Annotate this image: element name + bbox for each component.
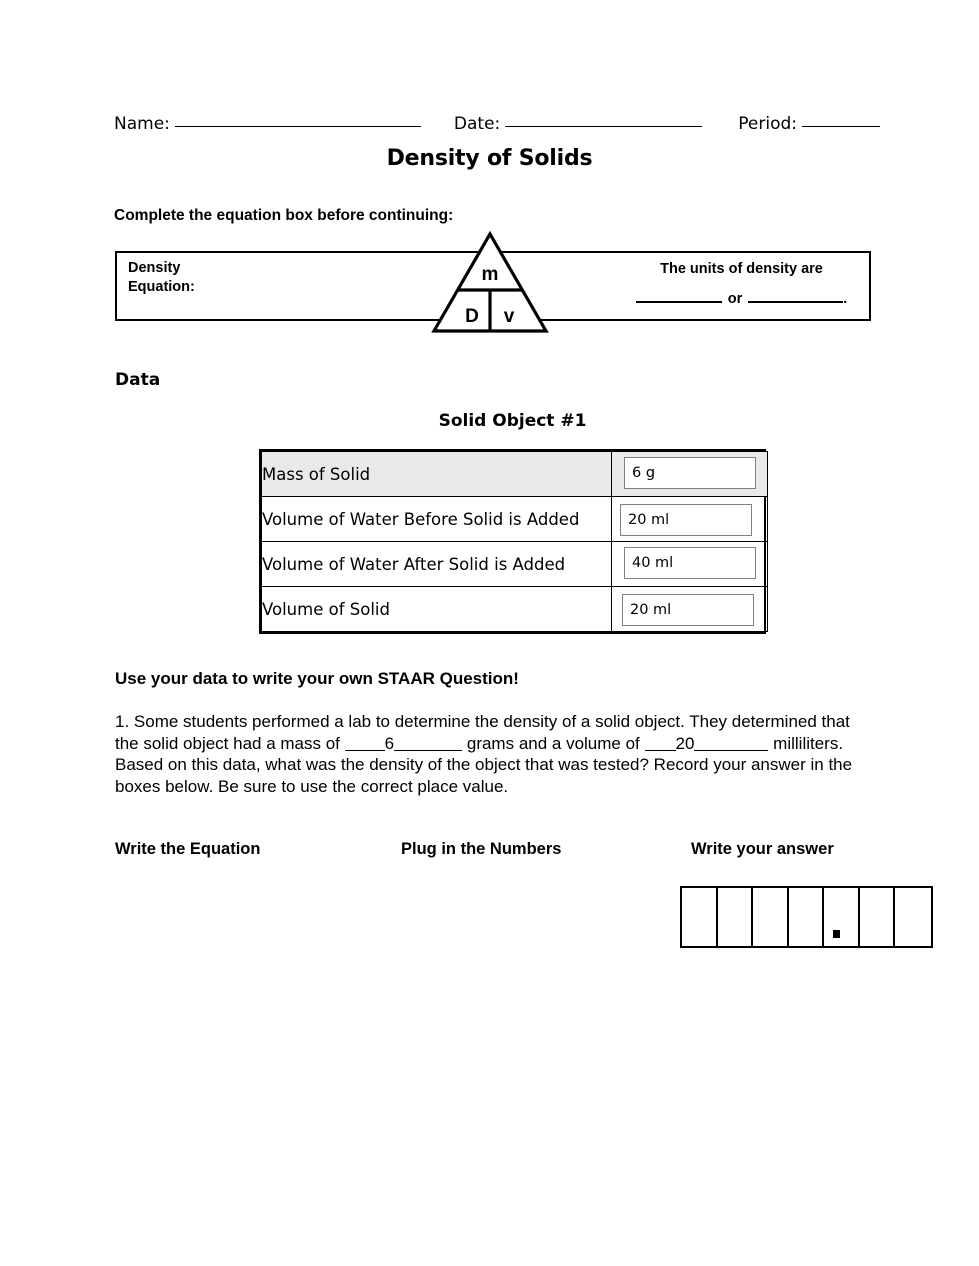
volume-water-before-input[interactable]: 20 ml <box>620 504 752 536</box>
density-equation-label-line1: Density <box>128 260 181 276</box>
column-heading-plug-in-numbers: Plug in the Numbers <box>401 840 562 858</box>
volume-of-solid-input[interactable]: 20 ml <box>622 594 754 626</box>
mass-of-solid-input[interactable]: 6 g <box>624 457 756 489</box>
triangle-symbol-v: v <box>503 306 515 327</box>
student-info-line <box>114 112 874 134</box>
units-or-label: or <box>727 291 743 307</box>
question-text-part1: Some students performed a lab to determine the density of a solid object. They determined that the solid object had a mass of <box>115 712 850 753</box>
column-heading-write-equation: Write the Equation <box>115 840 261 858</box>
density-equation-label <box>128 259 195 297</box>
answer-cell[interactable] <box>682 888 718 946</box>
answer-cell-decimal[interactable] <box>824 888 860 946</box>
row-value-cell <box>612 542 768 587</box>
table-row <box>262 542 768 587</box>
answer-cell[interactable] <box>789 888 825 946</box>
name-blank[interactable] <box>175 112 421 127</box>
answer-grid <box>680 886 933 948</box>
volume-blank-left[interactable] <box>645 735 676 751</box>
row-label: Mass of Solid <box>262 452 612 497</box>
answer-cell[interactable] <box>860 888 896 946</box>
triangle-symbol-d: D <box>465 306 479 327</box>
question-text-part3: milliliters. Based on this data, what was the density of the object that was tested? Record your answer in the boxes below. Be sure to use the correct place value. <box>115 733 853 796</box>
question-number: 1. <box>115 712 130 731</box>
density-triangle-diagram <box>428 230 552 336</box>
units-blank-2[interactable] <box>748 288 843 303</box>
decimal-point-marker <box>833 930 840 938</box>
triangle-symbol-m: m <box>481 264 499 285</box>
page-title: Density of Solids <box>386 146 593 171</box>
answer-cell[interactable] <box>753 888 789 946</box>
data-table-title: Solid Object #1 <box>438 411 587 431</box>
question-text-part2: grams and a volume of <box>466 733 640 753</box>
row-value-cell <box>612 497 768 542</box>
staar-section-heading: Use your data to write your own STAAR Question! <box>115 669 519 688</box>
date-label: Date: <box>453 114 501 134</box>
volume-blank-right[interactable] <box>694 735 768 751</box>
table-row <box>262 497 768 542</box>
row-label: Volume of Solid <box>262 587 612 632</box>
volume-water-after-input[interactable]: 40 ml <box>624 547 756 579</box>
answer-cell[interactable] <box>895 888 931 946</box>
name-label: Name: <box>114 114 170 134</box>
row-value-cell <box>612 587 768 632</box>
table-row <box>262 452 768 497</box>
units-blanks-row <box>600 288 883 307</box>
column-heading-write-answer: Write your answer <box>691 840 834 858</box>
row-label: Volume of Water After Solid is Added <box>262 542 612 587</box>
mass-blank-left[interactable] <box>345 735 385 751</box>
date-blank[interactable] <box>505 112 702 127</box>
volume-answer-value[interactable]: 20 <box>675 733 695 753</box>
data-table <box>259 449 766 634</box>
density-equation-label-line2: Equation: <box>128 279 195 295</box>
units-period: . <box>843 291 848 307</box>
units-blank-1[interactable] <box>636 288 722 303</box>
data-section-heading: Data <box>115 370 161 390</box>
instruction-text: Complete the equation box before continuing: <box>114 207 454 224</box>
mass-blank-right[interactable] <box>394 735 462 751</box>
mass-answer-value[interactable]: 6 <box>384 733 395 753</box>
table-row <box>262 587 768 632</box>
row-value-cell <box>612 452 768 497</box>
answer-cell[interactable] <box>718 888 754 946</box>
period-blank[interactable] <box>802 112 880 127</box>
units-prompt: The units of density are <box>660 261 823 277</box>
period-label: Period: <box>738 114 798 134</box>
staar-question-paragraph <box>115 711 875 797</box>
row-label: Volume of Water Before Solid is Added <box>262 497 612 542</box>
